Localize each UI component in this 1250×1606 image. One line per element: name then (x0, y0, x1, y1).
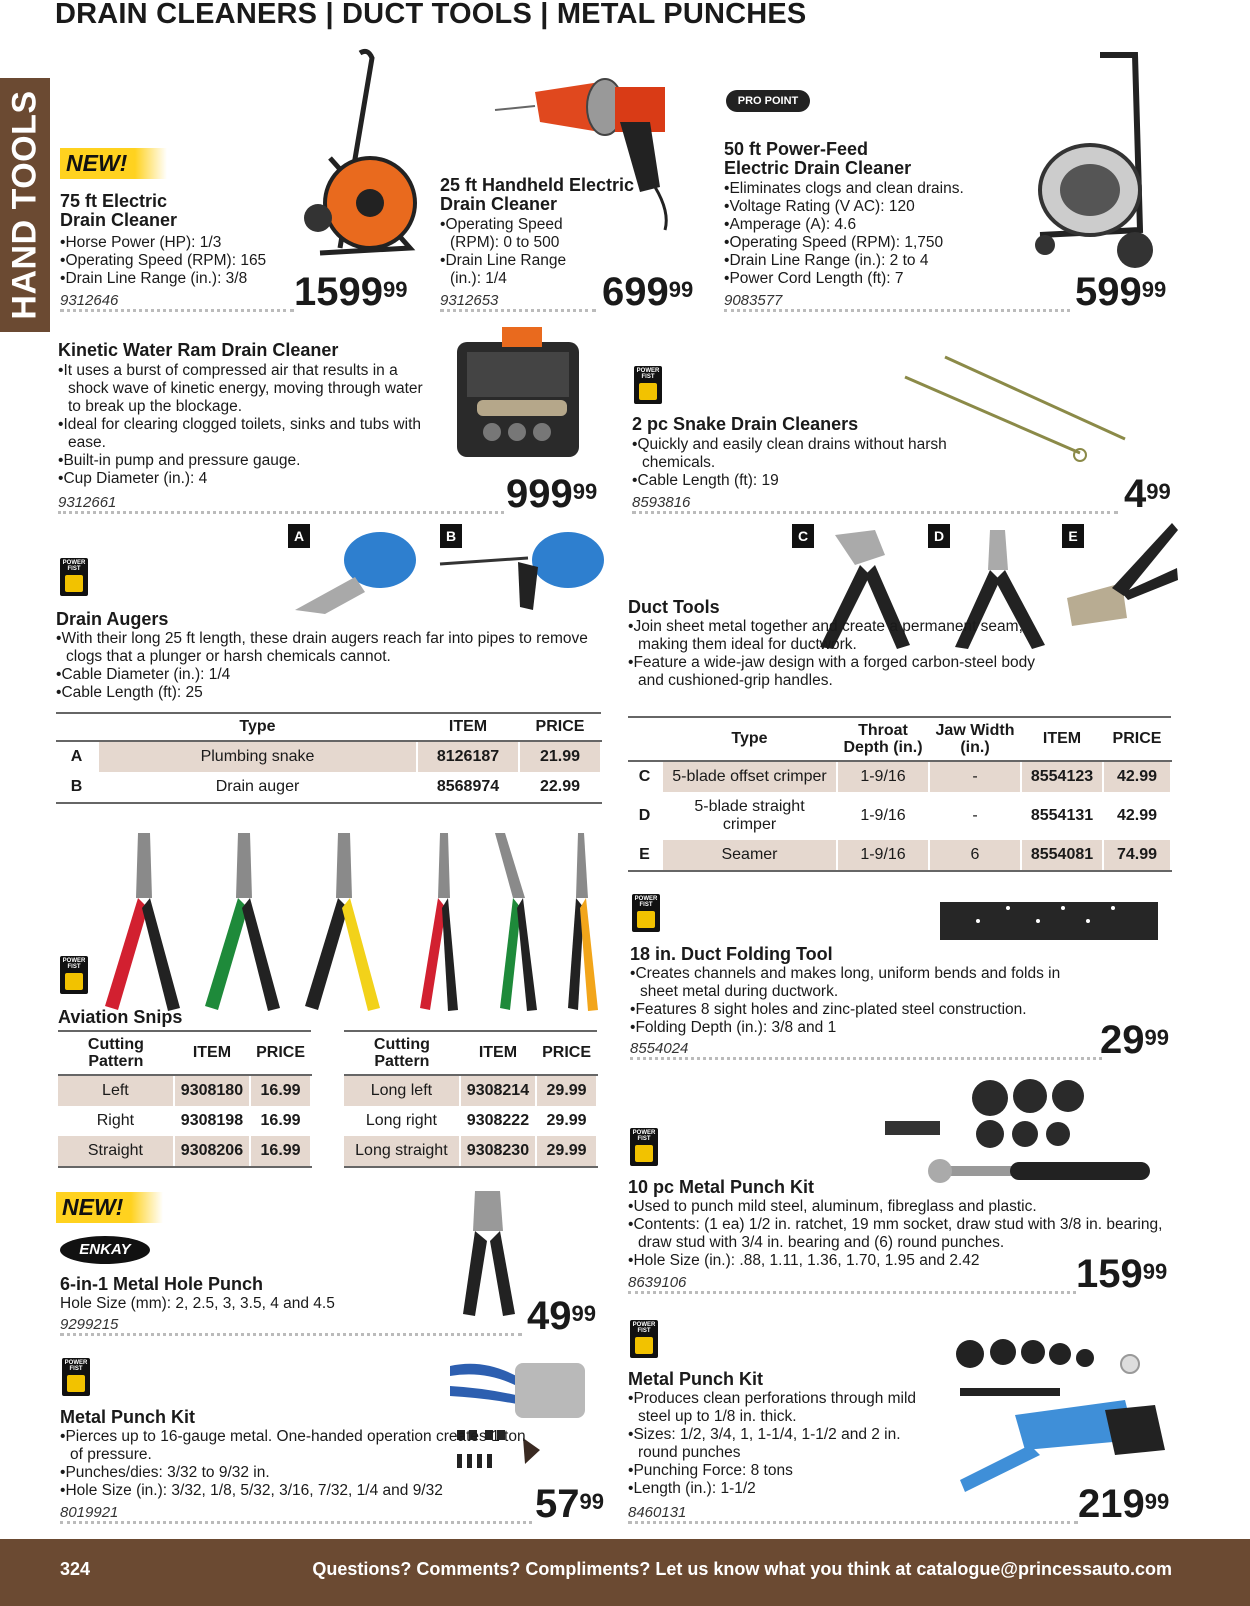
table-row: Left 9308180 16.99 (58, 1075, 311, 1106)
price: $57^{99}$ (535, 1482, 604, 1526)
power-fist-logo: POWER FIST (630, 1320, 658, 1358)
product-title: 6-in-1 Metal Hole Punch (60, 1274, 264, 1294)
product-title: Aviation Snips (58, 1007, 183, 1027)
letter-c: C (792, 524, 814, 548)
price: $159^{99}$ (1076, 1252, 1168, 1296)
letter-d: D (928, 524, 950, 548)
product-bullets: • Pierces up to 16-gauge metal. One-handed operation creates 1 ton of pressure. • Punches/dies: 3/32 to 9/32 in. • Hole Size (in.): 3/32, 1/8, 5/32, 3/16, 7/32, 1/4 and 9/32 (60, 1428, 530, 1500)
sku: 9312653 (440, 292, 596, 312)
product-title: Kinetic Water Ram Drain Cleaner (58, 340, 339, 360)
side-tab (0, 78, 50, 332)
product-title: 2 pc Snake Drain Cleaners (632, 414, 859, 434)
side-tab-label: HAND TOOLS (5, 90, 44, 320)
power-fist-logo: POWER FIST (630, 1128, 658, 1166)
power-fist-logo: POWER FIST (632, 894, 660, 932)
water-ram-kit-image (452, 322, 584, 462)
table-row: C 5-blade offset crimper 1-9/16 - 8554123 42.99 (628, 761, 1171, 792)
price: $599^{99}$ (1075, 270, 1167, 314)
power-fist-logo: POWER FIST (62, 1358, 90, 1396)
table-row: Right 9308198 16.99 (58, 1106, 311, 1136)
product-bullets: • Eliminates clogs and clean drains. • Voltage Rating (V AC): 120 • Amperage (A): 4.6 • Operating Speed (RPM): 1,750 • Drain Line Range (in.): 2 to 4 • Power Cord Length (ft): 7 (724, 180, 1014, 288)
product-title: 10 pc Metal Punch Kit (628, 1177, 815, 1197)
letter-e: E (1062, 524, 1084, 548)
product-title: Metal Punch Kit (60, 1407, 196, 1427)
power-fist-logo: POWER FIST (60, 956, 88, 994)
price: $29^{99}$ (1100, 1018, 1169, 1062)
product-title: 25 ft Handheld Electric Drain Cleaner (440, 175, 635, 214)
duct-folding-tool-image (938, 898, 1160, 944)
price: $999^{99}$ (506, 472, 598, 516)
table-row: E Seamer 1-9/16 6 8554081 74.99 (628, 840, 1171, 871)
product-bullets: • Produces clean perforations through mild steel up to 1/8 in. thick. • Sizes: 1/2, 3/4, 1, 1-1/4, 1-1/2 and 2 in. round punches • Punching Force: 8 tons • Length (in.): 1-1/2 (628, 1390, 928, 1498)
product-bullets: • Join sheet metal together and create a permanent seam, making them ideal for ductwork. • Feature a wide-jaw design with a forged carbon-steel body and cushioned-grip handles. (628, 618, 1038, 690)
letter-a: A (288, 524, 310, 548)
product-description: Hole Size (mm): 2, 2.5, 3, 3.5, 4 and 4.5 (60, 1295, 335, 1312)
duct-tools-table: Type Throat Depth (in.) Jaw Width (in.) ITEM PRICE C 5-blade offset crimper 1-9/16 - 8554123 42.99 D 5-blade straight crimper 1-9/16 - 8554131 42.99 E Seamer 1-9/16 6 8554081 74.99 (628, 716, 1172, 872)
new-badge: NEW! (60, 148, 167, 179)
power-feed-drain-cleaner-image (1015, 50, 1165, 275)
footer (0, 1539, 1250, 1606)
table-row: A Plumbing snake 8126187 21.99 (56, 741, 601, 772)
sku: 9083577 (724, 292, 1070, 312)
aviation-snips-image (100, 828, 605, 1016)
seamer-image (1062, 518, 1182, 628)
pro-point-logo: PRO POINT (726, 90, 810, 112)
product-bullets: • With their long 25 ft length, these drain augers reach far into pipes to remove clogs that a plunger or harsh chemicals cannot. • Cable Diameter (in.): 1/4 • Cable Length (ft): 25 (56, 630, 596, 702)
product-title: Duct Tools (628, 597, 720, 617)
hydraulic-punch-kit-image (955, 1330, 1170, 1500)
product-title: 50 ft Power-Feed Electric Drain Cleaner (724, 139, 912, 178)
sku: 8554024 (630, 1040, 1102, 1060)
table-row: Long straight 9308230 29.99 (344, 1136, 597, 1167)
sku: 9312646 (60, 292, 294, 312)
product-title: 75 ft Electric Drain Cleaner (60, 191, 178, 230)
aviation-snips-table-left: Cutting Pattern ITEM PRICE Left 9308180 16.99 Right 9308198 16.99 Straight 9308206 16.99 (58, 1030, 312, 1168)
sku: 9299215 (60, 1316, 522, 1336)
price: 1599$^{99}$ (294, 270, 408, 314)
product-bullets: • Creates channels and makes long, uniform bends and folds in sheet metal during ductwork. • Features 8 sight holes and zinc-plated steel construction. • Folding Depth (in.): 3/8 and 1 (630, 965, 1100, 1037)
punch-kit-10pc-image (880, 1076, 1160, 1186)
product-title: Drain Augers (56, 609, 169, 629)
product-bullets: • Used to punch mild steel, aluminum, fibreglass and plastic. • Contents: (1 ea) 1/2 in. ratchet, 19 mm socket, draw stud with 3/8 in. bearing, draw stud with 3/4 in. bearing and (6) round punches. • Hole Size (in.): .88, 1.11, 1.36, 1.70, 1.95 and 2.42 (628, 1198, 1176, 1270)
aviation-snips-table-right: Cutting Pattern ITEM PRICE Long left 9308214 29.99 Long right 9308222 29.99 Long straight 9308230 29.99 (344, 1030, 598, 1168)
power-fist-logo: POWER FIST (634, 366, 662, 404)
page-number: 324 (60, 1559, 91, 1579)
product-bullets: • Horse Power (HP): 1/3 • Operating Speed (RPM): 165 • Drain Line Range (in.): 3/8 (60, 234, 300, 288)
table-row: Straight 9308206 16.99 (58, 1136, 311, 1167)
product-bullets: • Quickly and easily clean drains without harsh chemicals. • Cable Length (ft): 19 (632, 436, 962, 490)
product-bullets: • It uses a burst of compressed air that results in a shock wave of kinetic energy, moving through water to break up the blockage. • Ideal for clearing clogged toilets, sinks and tubs with ease. • Built-in pump and pressure gauge. • Cup Diameter (in.): 4 (58, 362, 438, 488)
footer-contact-text: Questions? Comments? Compliments? Let us know what you think at catalogue@princessauto.com (312, 1559, 1172, 1579)
product-title: Metal Punch Kit (628, 1369, 764, 1389)
price: $4^{99}$ (1124, 472, 1171, 516)
hole-punch-image (455, 1186, 525, 1318)
letter-b: B (440, 524, 462, 548)
sku: 8639106 (628, 1274, 1076, 1294)
page-title: DRAIN CLEANERS | DUCT TOOLS | METAL PUNCHES (55, 0, 807, 30)
table-row: D 5-blade straight crimper 1-9/16 - 8554131 42.99 (628, 792, 1171, 840)
price: $49^{99}$ (527, 1294, 596, 1338)
sku: 8593816 (632, 494, 1118, 514)
drain-augers-table: Type ITEM PRICE A Plumbing snake 8126187 21.99 B Drain auger 8568974 22.99 (56, 712, 602, 804)
price: $219^{99}$ (1078, 1482, 1170, 1526)
table-row: Long left 9308214 29.99 (344, 1075, 597, 1106)
drain-auger-image (438, 522, 608, 612)
price: $699^{99}$ (602, 270, 694, 314)
product-bullets: • Operating Speed (RPM): 0 to 500 • Drain Line Range (in.): 1/4 (440, 216, 600, 288)
enkay-logo: ENKAY (60, 1236, 150, 1264)
sku: 8019921 (60, 1504, 532, 1524)
plumbing-snake-image (285, 522, 420, 617)
table-row: Long right 9308222 29.99 (344, 1106, 597, 1136)
drain-cleaner-75ft-image (300, 48, 420, 263)
product-title: 18 in. Duct Folding Tool (630, 944, 833, 964)
table-row: B Drain auger 8568974 22.99 (56, 772, 601, 803)
power-fist-logo: POWER FIST (60, 558, 88, 596)
new-badge: NEW! (56, 1192, 163, 1223)
sku: 9312661 (58, 494, 504, 514)
sku: 8460131 (628, 1504, 1078, 1524)
